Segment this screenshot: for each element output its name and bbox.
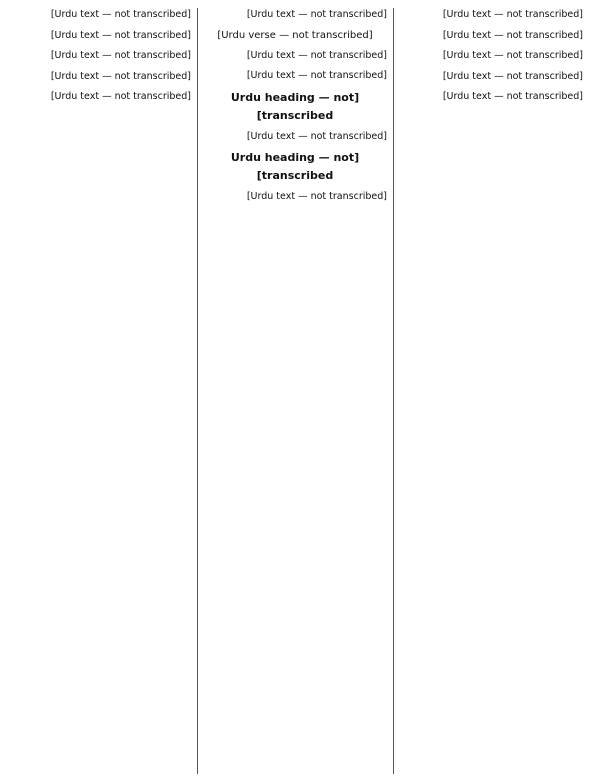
column-middle	[200, 6, 390, 776]
section-heading: [Urdu heading — not transcribed]	[230, 151, 360, 183]
column-right	[396, 6, 586, 776]
paragraph: [Urdu text — not transcribed]	[50, 50, 191, 62]
column-divider	[197, 8, 198, 774]
column-divider	[393, 8, 394, 774]
paragraph: [Urdu text — not transcribed]	[246, 9, 387, 20]
paragraph: [Urdu text — not transcribed]	[50, 70, 191, 82]
paragraph: [Urdu text — not transcribed]	[442, 70, 583, 82]
paragraph: [Urdu text — not transcribed]	[50, 29, 191, 41]
paragraph: [Urdu text — not transcribed]	[50, 9, 191, 20]
section-heading: [Urdu heading — not transcribed]	[230, 90, 360, 122]
paragraph: [Urdu text — not transcribed]	[246, 191, 387, 203]
verse-quote: [Urdu verse — not transcribed]	[217, 29, 373, 41]
paragraph: [Urdu text — not transcribed]	[246, 49, 387, 61]
paragraph: [Urdu text — not transcribed]	[442, 91, 583, 103]
paragraph: [Urdu text — not transcribed]	[442, 50, 583, 62]
paragraph: [Urdu text — not transcribed]	[442, 29, 583, 41]
paragraph: [Urdu text — not transcribed]	[246, 70, 387, 82]
column-left	[4, 6, 194, 776]
paragraph: [Urdu text — not transcribed]	[50, 91, 191, 103]
paragraph: [Urdu text — not transcribed]	[442, 9, 583, 20]
paragraph: [Urdu text — not transcribed]	[246, 130, 387, 142]
